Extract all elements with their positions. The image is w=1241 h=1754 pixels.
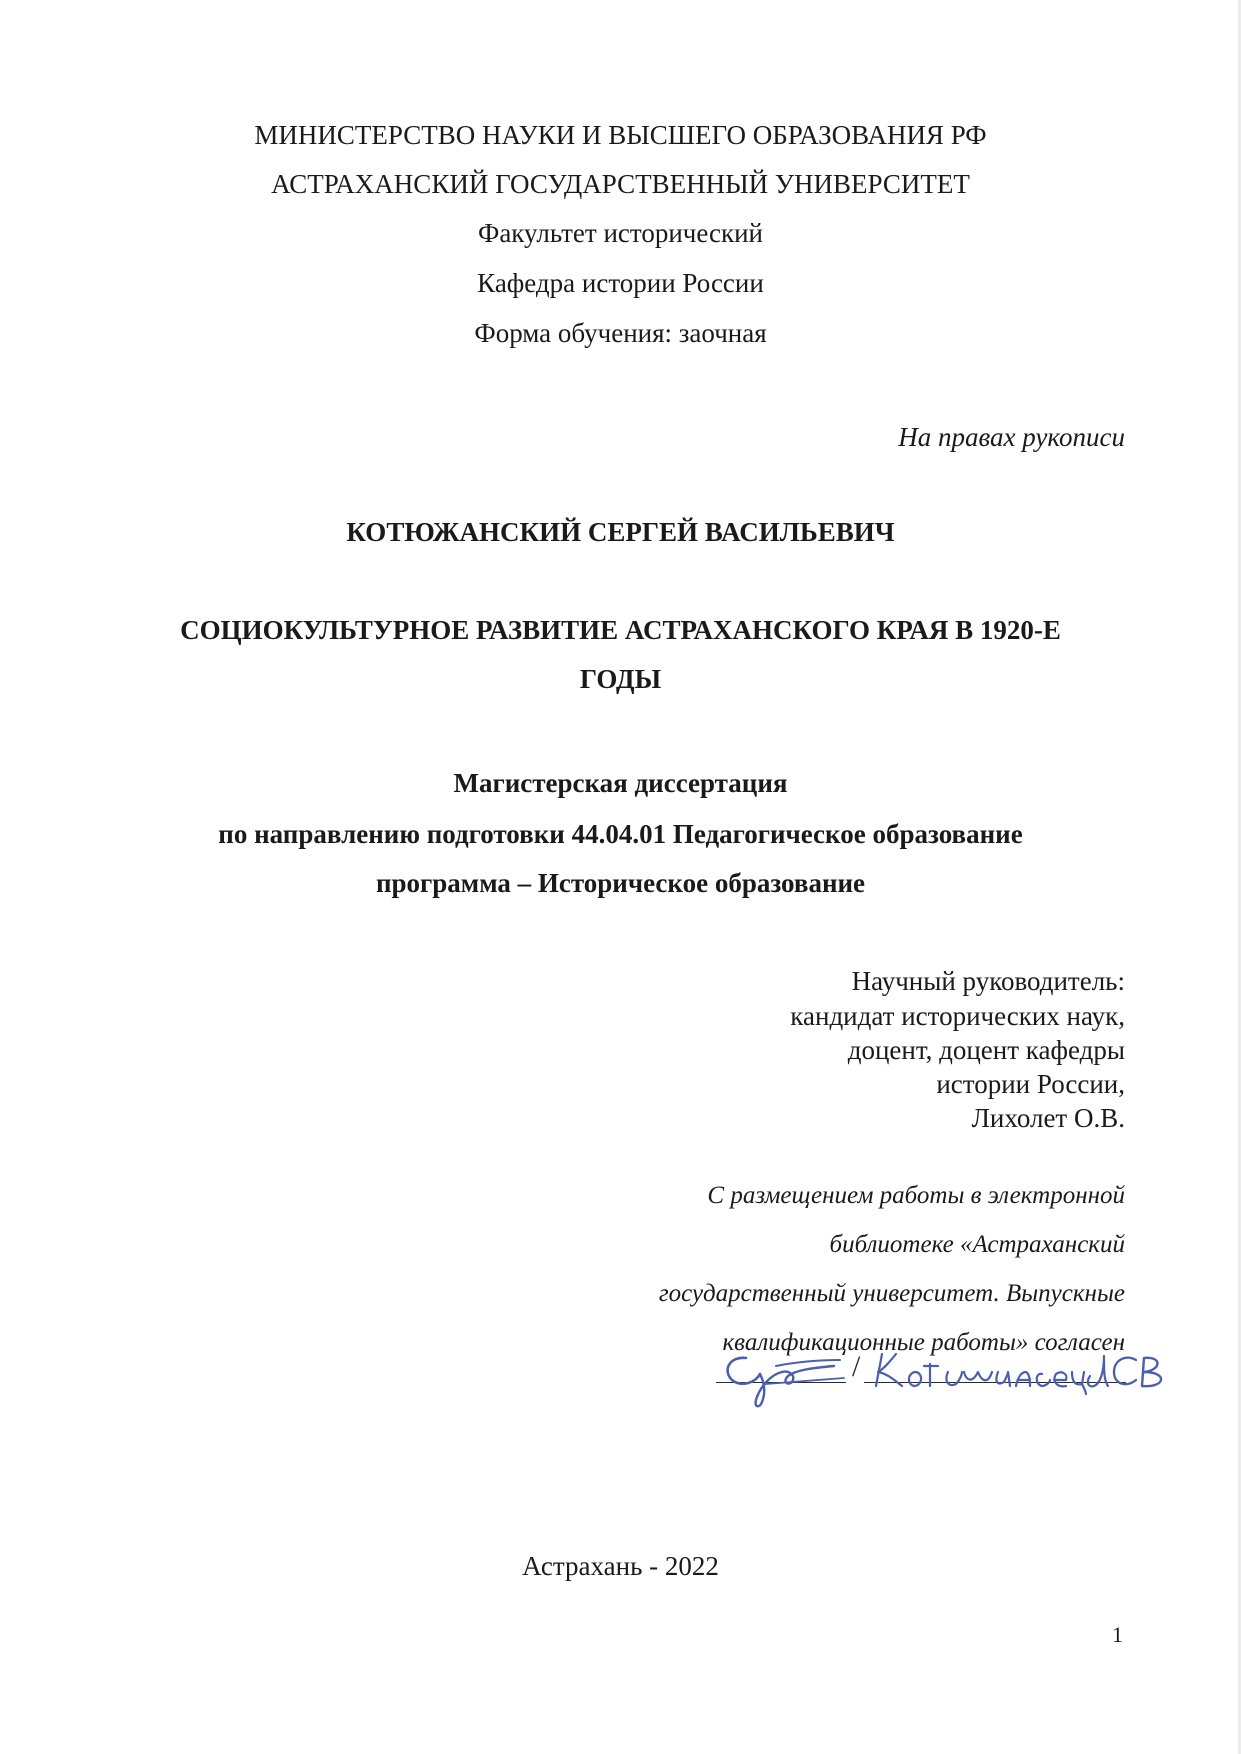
- consent-line2: библиотеке «Астраханский: [829, 1231, 1125, 1258]
- work-direction: по направлению подготовки 44.04.01 Педагогическое образование: [218, 819, 1023, 849]
- consent-line4: квалификационные работы» согласен: [722, 1329, 1125, 1356]
- thesis-title-line2: ГОДЫ: [579, 664, 662, 694]
- supervisor-position: доцент, доцент кафедры: [847, 1035, 1125, 1065]
- signature-block: [716, 1336, 1176, 1414]
- faculty-line: Факультет исторический: [477, 218, 764, 248]
- supervisor-department: истории России,: [936, 1069, 1125, 1099]
- work-program: программа – Историческое образование: [375, 868, 866, 898]
- author-name: КОТЮЖАНСКИЙ СЕРГЕЙ ВАСИЛЬЕВИЧ: [346, 517, 895, 547]
- supervisor-name: Лихолет О.В.: [971, 1103, 1125, 1133]
- page-number: 1: [1112, 1622, 1123, 1647]
- supervisor-heading: Научный руководитель:: [851, 966, 1125, 996]
- work-type: Магистерская диссертация: [453, 768, 788, 798]
- thesis-title-line1: СОЦИОКУЛЬТУРНОЕ РАЗВИТИЕ АСТРАХАНСКОГО КРАЯ В 1920-Е: [180, 615, 1061, 645]
- consent-line1: С размещением работы в электронной: [707, 1182, 1125, 1209]
- consent-line3: государственный университет. Выпускные: [658, 1280, 1125, 1307]
- handwritten-signature: [716, 1336, 1176, 1414]
- university-line: АСТРАХАНСКИЙ ГОСУДАРСТВЕННЫЙ УНИВЕРСИТЕТ: [271, 169, 970, 199]
- department-line: Кафедра истории России: [477, 268, 764, 298]
- study-form-line: Форма обучения: заочная: [474, 318, 767, 348]
- signature-separator: /: [852, 1350, 861, 1383]
- manuscript-note: На правах рукописи: [898, 422, 1125, 452]
- ministry-line: МИНИСТЕРСТВО НАУКИ И ВЫСШЕГО ОБРАЗОВАНИЯ РФ: [254, 120, 987, 150]
- supervisor-degree: кандидат исторических наук,: [790, 1001, 1125, 1031]
- city-year: Астрахань - 2022: [522, 1551, 719, 1581]
